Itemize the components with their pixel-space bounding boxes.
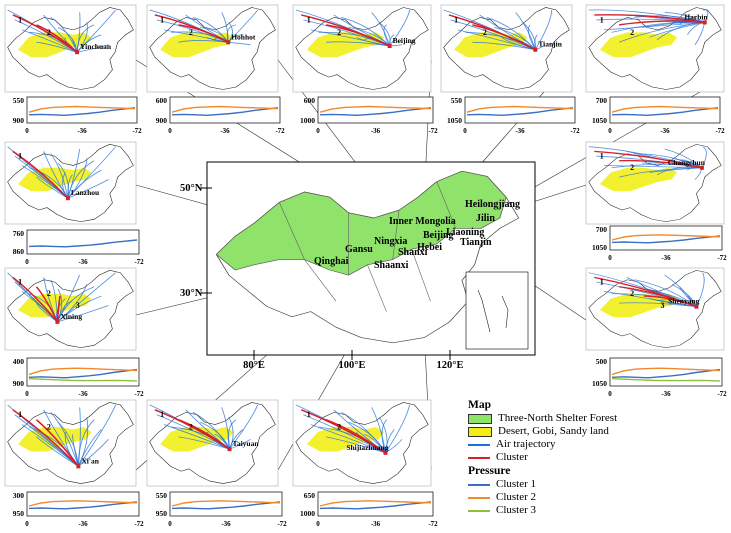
legend-item-label: Cluster [496, 451, 528, 463]
pressure-y-top: 550 [155, 491, 167, 500]
pressure-x-tick: 0 [316, 127, 320, 135]
pressure-y-bottom: 900 [155, 116, 167, 125]
province-label: Jilin [476, 213, 495, 224]
cluster-number: 2 [46, 422, 51, 432]
cluster-number: 1 [599, 15, 604, 25]
cluster-number: 2 [337, 27, 342, 37]
pressure-x-tick: -36 [220, 127, 230, 135]
pressure-panel [13, 229, 144, 266]
cluster-swatch [468, 457, 490, 459]
city-panel [586, 5, 725, 135]
legend-item-cluster2 [468, 491, 723, 504]
city-name: Xining [60, 311, 83, 321]
city-panel [293, 5, 438, 135]
pressure-y-top: 600 [155, 96, 167, 105]
pressure-x-tick: -36 [370, 127, 381, 135]
city-name: Xi'an [81, 456, 99, 466]
legend-item-cluster1 [468, 478, 723, 491]
pressure-y-bottom: 1050 [592, 116, 607, 125]
province-label: Hebei [417, 242, 442, 253]
city-panel [5, 400, 144, 528]
cluster-number: 1 [160, 410, 165, 420]
city-name: Yinchuan [80, 42, 112, 52]
city-panel [5, 142, 144, 266]
pressure-y-bottom: 1050 [592, 379, 607, 388]
pressure-x-tick: -72 [134, 520, 144, 528]
trajectory-swatch [468, 444, 490, 446]
province-label: Beijing [423, 230, 454, 241]
province-label: Gansu [345, 244, 373, 255]
pressure-y-bottom: 860 [12, 247, 24, 256]
pressure-y-top: 650 [303, 491, 315, 500]
legend-item-label: Cluster 2 [496, 491, 537, 503]
pressure-panel [13, 357, 144, 398]
pressure-y-bottom: 900 [12, 379, 24, 388]
pressure-y-top: 700 [595, 225, 607, 234]
province-label: Shaanxi [374, 260, 409, 271]
cluster-number: 2 [630, 289, 635, 299]
pressure-x-tick: -72 [428, 127, 438, 135]
cluster-number: 1 [18, 410, 23, 420]
cluster-number: 2 [188, 422, 193, 432]
pressure-y-top: 700 [595, 96, 607, 105]
pressure-x-tick: -72 [570, 127, 580, 135]
pressure-y-bottom: 950 [12, 509, 24, 518]
pressure-x-tick: -36 [370, 520, 381, 528]
pressure-y-top: 400 [12, 357, 24, 366]
pressure-y-top: 600 [303, 96, 315, 105]
city-name: Beijing [392, 36, 416, 46]
city-name: Shijiazhuang [346, 442, 389, 452]
pressure-x-tick: 0 [25, 258, 29, 266]
pressure-x-tick: 0 [608, 127, 612, 135]
legend-item-desert [468, 425, 723, 438]
cluster-number: 2 [482, 27, 487, 37]
city-name: Changchun [667, 157, 705, 167]
pressure-panel [156, 96, 285, 135]
province-label: Qinghai [314, 256, 349, 267]
pressure-x-tick: -72 [428, 520, 438, 528]
pressure-x-tick: -36 [660, 127, 670, 135]
cluster-number: 1 [306, 15, 311, 25]
legend-pressure-title: Pressure [468, 465, 511, 477]
pressure-x-tick: 0 [316, 520, 320, 528]
city-name: Tianjin [538, 39, 562, 49]
city-panel [5, 268, 144, 398]
city-name: Lanzhou [70, 188, 100, 198]
pressure-x-tick: -36 [661, 254, 671, 262]
pressure-x-tick: 0 [608, 390, 612, 398]
pressure-x-tick: -36 [78, 520, 88, 528]
pressure-x-tick: -72 [134, 390, 144, 398]
city-marker [228, 447, 232, 451]
cluster-number: 2 [188, 27, 193, 37]
pressure-y-top: 500 [595, 357, 607, 366]
legend-item-label: Cluster 1 [496, 478, 537, 490]
cluster-number: 1 [306, 410, 311, 420]
pressure-x-tick: -72 [717, 254, 727, 262]
city-panel [586, 142, 727, 262]
pressure-x-tick: 0 [25, 127, 29, 135]
city-panel [147, 5, 285, 135]
city-panel [5, 5, 142, 135]
cluster-number: 1 [599, 277, 604, 287]
pressure-x-tick: -72 [132, 127, 142, 135]
city-marker [533, 48, 537, 52]
city-panel [441, 5, 580, 135]
province-label: Shanxi [398, 247, 428, 258]
pressure-x-tick: -72 [715, 127, 725, 135]
pressure-x-tick: -72 [134, 258, 144, 266]
city-marker [55, 320, 59, 324]
cluster-number: 1 [18, 277, 23, 287]
pressure-panel [156, 491, 287, 528]
pressure-panel [592, 357, 727, 398]
pressure-x-tick: -36 [221, 520, 231, 528]
pressure-y-bottom: 1050 [592, 243, 607, 252]
province-label: Liaoning [446, 227, 485, 238]
cluster-number: 1 [160, 15, 165, 25]
city-marker [226, 40, 230, 44]
city-name: Taiyuan [232, 439, 259, 449]
province-label: Ningxia [374, 236, 408, 247]
city-panel [586, 268, 727, 398]
pressure-x-tick: -36 [78, 258, 88, 266]
longitude-label: 120°E [436, 360, 464, 371]
pressure-x-tick: 0 [25, 520, 29, 528]
pressure-x-tick: 0 [25, 390, 29, 398]
cluster-number: 1 [454, 15, 459, 25]
pressure-y-top: 300 [12, 491, 24, 500]
pressure-x-tick: 0 [168, 127, 172, 135]
city-marker [388, 44, 392, 48]
longitude-label: 80°E [243, 360, 265, 371]
cluster-number: 1 [18, 15, 23, 25]
city-name: Hohhot [231, 32, 256, 42]
cluster-number: 2 [46, 27, 51, 37]
longitude-label: 100°E [338, 360, 366, 371]
cluster-number: 2 [630, 163, 635, 173]
pressure-panel [447, 96, 580, 135]
city-panel [293, 400, 438, 528]
cluster-number: 2 [630, 27, 635, 37]
pressure-panel [13, 96, 142, 135]
cluster2-swatch [468, 497, 490, 499]
forest-swatch [468, 414, 492, 424]
pressure-x-tick: -72 [277, 520, 287, 528]
latitude-label: 30°N [180, 288, 203, 299]
city-name: Shenyang [668, 296, 700, 306]
pressure-y-top: 550 [12, 96, 24, 105]
center-map [180, 162, 535, 371]
cluster1-swatch [468, 484, 490, 486]
cluster-number: 2 [46, 289, 51, 299]
pressure-x-tick: 0 [463, 127, 467, 135]
pressure-panel [300, 96, 438, 135]
province-label: Tianjin [460, 237, 492, 248]
city-name: Harbin [684, 12, 708, 22]
pressure-x-tick: -36 [77, 127, 87, 135]
legend-item-label: Desert, Gobi, Sandy land [498, 425, 609, 437]
pressure-x-tick: 0 [608, 254, 612, 262]
legend-item-trajectory [468, 438, 723, 451]
city-panel [147, 400, 287, 528]
pressure-x-tick: -36 [78, 390, 88, 398]
latitude-label: 50°N [180, 183, 203, 194]
cluster-number: 3 [75, 300, 80, 310]
pressure-x-tick: -36 [661, 390, 671, 398]
legend-item-cluster3 [468, 504, 723, 517]
province-label: Inner Mongolia [389, 216, 456, 227]
cluster-number: 3 [660, 300, 665, 310]
legend-item-label: Air trajectory [496, 438, 556, 450]
legend-map-title: Map [468, 399, 491, 411]
pressure-y-bottom: 1000 [300, 116, 315, 125]
pressure-panel [592, 96, 725, 135]
pressure-x-tick: 0 [168, 520, 172, 528]
pressure-panel [13, 491, 144, 528]
cluster-number: 1 [18, 151, 23, 161]
legend [468, 398, 723, 528]
pressure-y-bottom: 900 [12, 116, 24, 125]
legend-item-label: Three-North Shelter Forest [498, 412, 618, 424]
legend-item-forest [468, 412, 723, 425]
pressure-y-top: 760 [12, 229, 24, 238]
city-marker [76, 464, 80, 468]
cluster-number: 1 [599, 151, 604, 161]
province-label: Heilongjiang [465, 199, 521, 210]
city-marker [75, 50, 79, 54]
pressure-x-tick: -72 [275, 127, 285, 135]
cluster-number: 2 [337, 422, 342, 432]
pressure-x-tick: -36 [515, 127, 525, 135]
pressure-y-bottom: 1050 [447, 116, 462, 125]
pressure-y-bottom: 1000 [300, 509, 315, 518]
south-china-sea-inset [466, 272, 528, 349]
pressure-panel [300, 491, 438, 528]
desert-swatch [468, 427, 492, 437]
legend-item-label: Cluster 3 [496, 504, 537, 516]
cluster3-swatch [468, 510, 490, 512]
legend-item-cluster [468, 451, 723, 464]
pressure-x-tick: -72 [717, 390, 727, 398]
pressure-y-bottom: 950 [155, 509, 167, 518]
pressure-panel [592, 225, 727, 262]
city-marker [66, 196, 70, 200]
pressure-y-top: 550 [450, 96, 462, 105]
